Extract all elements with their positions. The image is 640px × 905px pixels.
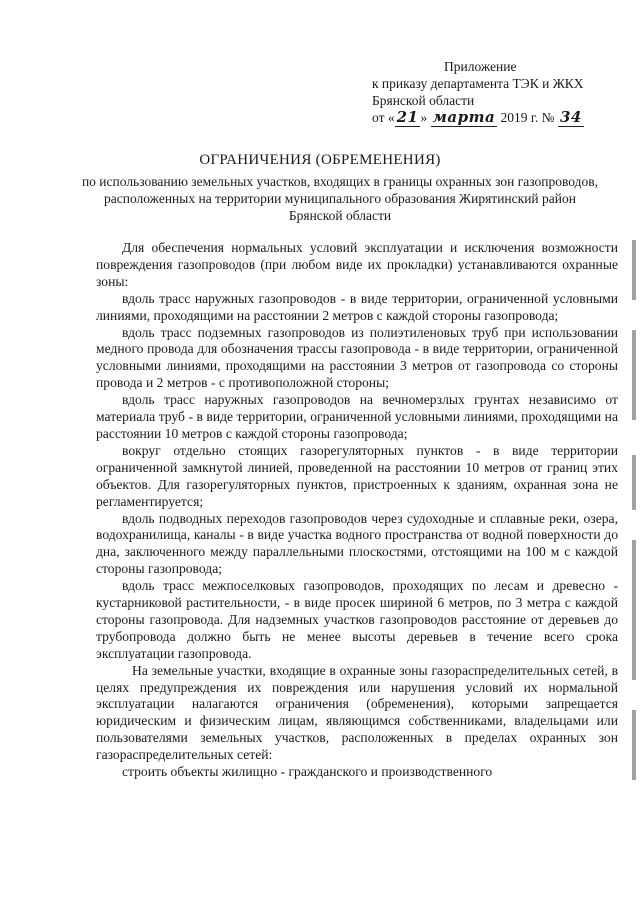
scan-edge-mark [632, 540, 636, 680]
date-prefix: от « [372, 110, 395, 125]
date-year: 2019 г. № [500, 110, 555, 125]
date-day: 21 [396, 108, 419, 126]
paragraph: строить объекты жилищно - гражданского и производственного [122, 764, 493, 780]
date-month: марта [432, 108, 496, 126]
scan-edge-mark [632, 240, 636, 300]
scan-edge-mark [632, 330, 636, 420]
date-mid: » [420, 110, 428, 125]
paragraph: вдоль трасс подземных газопроводов из полиэтиленовых труб при использовании медного провода для обозначения трассы газопровода - в виде территории, ограниченной условными линиями, проходящими на расстоянии 3 метров от газопровода со стороны провода и 2 метров - с противоположной стороны; [96, 324, 618, 391]
paragraph: вокруг отдельно стоящих газорегуляторных пунктов - в виде территории ограниченной замкнутой линией, проведенной на расстоянии 10 метров от границ этих объектов. Для газорегуляторных пунктов, пристроенных к зданиям, охранная зона не регламентируется; [96, 442, 618, 509]
scan-edge-mark [632, 455, 636, 510]
order-date-line [372, 109, 622, 126]
order-number: 34 [559, 108, 582, 126]
paragraph: Для обеспечения нормальных условий эксплуатации и исключения возможности повреждения газопроводов (при любом виде их прокладки) устанавливаются охранные зоны: [96, 240, 618, 289]
appendix-header [372, 58, 622, 126]
paragraph: вдоль трасс межпоселковых газопроводов, проходящих по лесам и древесно - кустарниковой растительности, - в виде просек шириной 6 метров, по 3 метра с каждой стороны газопровода. Для надземных участков газопроводов расстояние от деревьев до трубопровода должно быть не менее высоты деревьев в течение всего срока эксплуатации газопровода. [96, 578, 618, 661]
order-reference: к приказу департамента ТЭК и ЖКХ [372, 76, 584, 91]
document-title: ОГРАНИЧЕНИЯ (ОБРЕМЕНЕНИЯ) [199, 152, 441, 168]
paragraph: вдоль подводных переходов газопроводов через судоходные и сплавные реки, озера, водохранилища, каналы - в виде участка водного пространства от водной поверхности до дна, заключенного между параллельными плоскостями, отстоящими на 100 м с каждой стороны газопровода; [96, 510, 618, 577]
paragraph: вдоль трасс наружных газопроводов на вечномерзлых грунтах независимо от материала труб - в виде территории, ограниченной условными линиями, проходящими на расстоянии 10 метров с каждой стороны газопровода; [96, 392, 618, 441]
paragraph: На земельные участки, входящие в охранные зоны газораспределительных сетей, в целях предупреждения их повреждения или нарушения условий их нормальной эксплуатации налагаются ограничения (обременения), которыми запрещается юридическим и физическим лицам, являющимся собственниками, владельцами или пользователями земельных участков, расположенных в пределах охранных зон газораспределительных сетей: [96, 662, 618, 763]
appendix-label: Приложение [444, 59, 517, 74]
scan-edge-mark [632, 710, 636, 780]
document-body [96, 240, 618, 781]
region-name: Брянской области [372, 93, 475, 108]
paragraph: вдоль трасс наружных газопроводов - в виде территории, ограниченной условными линиями, проходящими на расстоянии 2 метров с каждой стороны газопровода; [96, 290, 618, 323]
document-subtitle: по использованию земельных участков, входящих в границы охранных зон газопроводов, расположенных на территории муниципального образования Жирятинский район Брянской области [81, 174, 599, 223]
